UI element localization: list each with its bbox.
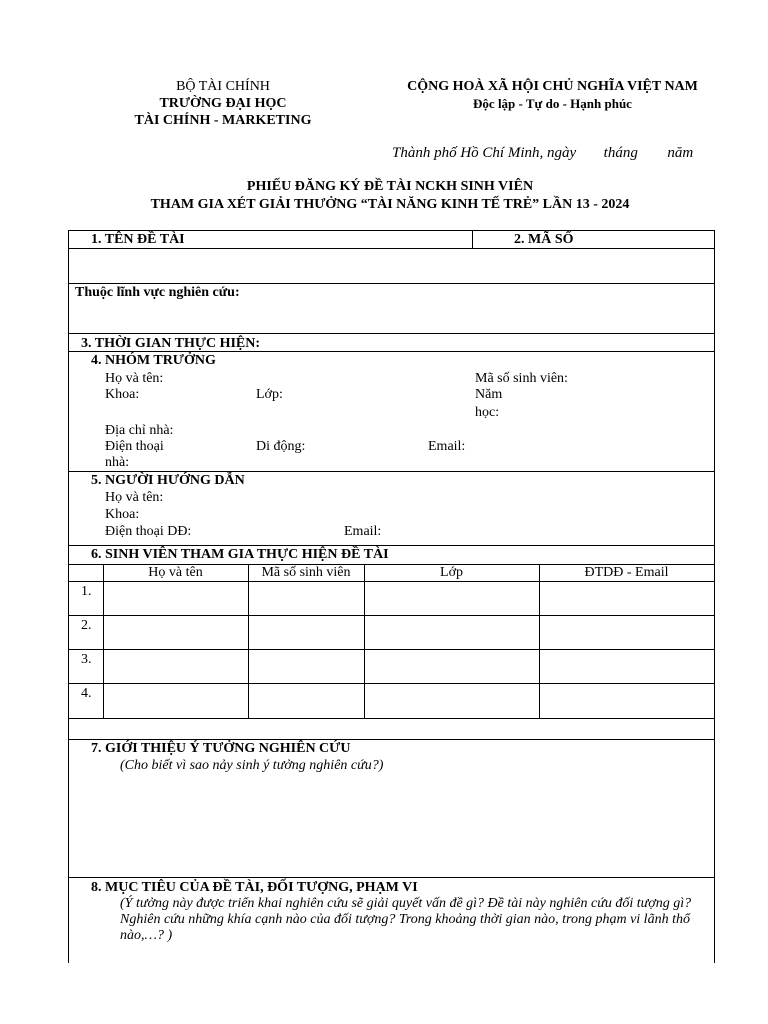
university-name-line2: TÀI CHÍNH - MARKETING bbox=[134, 113, 312, 128]
rule bbox=[69, 739, 714, 740]
rule bbox=[69, 545, 714, 546]
research-field-label: Thuộc lĩnh vực nghiên cứu: bbox=[75, 285, 240, 300]
leader-phone-label-2: nhà: bbox=[105, 455, 130, 470]
leader-student-id-label: Mã số sinh viên: bbox=[475, 371, 568, 386]
form-title-line1: PHIẾU ĐĂNG KÝ ĐỀ TÀI NCKH SINH VIÊN bbox=[246, 179, 534, 194]
col-header-contact: ĐTDĐ - Email bbox=[584, 565, 669, 580]
rule bbox=[69, 471, 714, 472]
section-objectives: 8. MỤC TIÊU CỦA ĐỀ TÀI, ĐỐI TƯỢNG, PHẠM VI bbox=[91, 880, 418, 895]
supervisor-faculty-label: Khoa: bbox=[105, 507, 140, 522]
supervisor-phone-label: Điện thoại DĐ: bbox=[105, 524, 192, 539]
section-topic-name: 1. TÊN ĐỀ TÀI bbox=[91, 232, 185, 247]
rule bbox=[69, 283, 714, 284]
leader-name-label: Họ và tên: bbox=[105, 371, 164, 386]
leader-phone-label-1: Điện thoại bbox=[105, 439, 164, 454]
national-motto: Độc lập - Tự do - Hạnh phúc bbox=[473, 96, 632, 111]
section-code: 2. MÃ SỐ bbox=[514, 232, 574, 247]
row-number-3: 3. bbox=[81, 652, 92, 667]
leader-class-label: Lớp: bbox=[256, 387, 283, 402]
objectives-note: (Ý tưởng này được triển khai nghiên cứu sẽ giải quyết vấn đề gì? Đề tài này nghiên cứu đối tượng gì? Nghiên cứu những khía cạnh nào của đối tượng? Trong khoảng thời gian nào, trong phạm vi lãnh thổ nào,…? ) bbox=[120, 896, 692, 943]
rule bbox=[69, 683, 714, 684]
section-team-leader: 4. NHÓM TRƯỞNG bbox=[91, 353, 216, 368]
supervisor-name-label: Họ và tên: bbox=[105, 490, 164, 505]
supervisor-email-label: Email: bbox=[344, 524, 382, 539]
section-duration: 3. THỜI GIAN THỰC HIỆN: bbox=[81, 336, 261, 351]
section-research-idea: 7. GIỚI THIỆU Ý TƯỞNG NGHIÊN CỨU bbox=[91, 741, 351, 756]
col-line bbox=[539, 564, 540, 718]
leader-mobile-label: Di động: bbox=[256, 439, 306, 454]
rule bbox=[69, 248, 714, 249]
col-header-student-id: Mã số sinh viên bbox=[261, 565, 351, 580]
university-name-line1: TRƯỜNG ĐẠI HỌC bbox=[159, 96, 287, 111]
leader-address-label: Địa chỉ nhà: bbox=[105, 423, 174, 438]
rule bbox=[69, 649, 714, 650]
rule bbox=[69, 351, 714, 352]
research-idea-note: (Cho biết vì sao nảy sinh ý tưởng nghiên cứu?) bbox=[120, 758, 384, 773]
col-line bbox=[103, 564, 104, 718]
col-line bbox=[248, 564, 249, 718]
row-number-2: 2. bbox=[81, 618, 92, 633]
date-month: tháng bbox=[603, 145, 638, 161]
rule bbox=[69, 581, 714, 582]
registration-form bbox=[68, 230, 715, 963]
leader-year-label-1: Năm bbox=[475, 387, 503, 402]
col-header-class: Lớp bbox=[440, 565, 463, 580]
form-title-line2: THAM GIA XÉT GIẢI THƯỞNG “TÀI NĂNG KINH TẾ TRẺ” LẦN 13 - 2024 bbox=[150, 197, 630, 212]
rule bbox=[69, 615, 714, 616]
col-header-name: Họ và tên bbox=[148, 565, 203, 580]
divider-code bbox=[472, 231, 473, 248]
form-title bbox=[60, 178, 720, 214]
row-number-1: 1. bbox=[81, 584, 92, 599]
country-name: CỘNG HOÀ XÃ HỘI CHỦ NGHĨA VIỆT NAM bbox=[407, 79, 698, 94]
col-line bbox=[364, 564, 365, 718]
section-supervisor: 5. NGƯỜI HƯỚNG DẪN bbox=[91, 473, 245, 488]
date-city: Thành phố Hồ Chí Minh, ngày bbox=[392, 145, 577, 161]
ministry-name: BỘ TÀI CHÍNH bbox=[176, 79, 270, 94]
date-line bbox=[392, 145, 693, 162]
leader-faculty-label: Khoa: bbox=[105, 387, 140, 402]
section-participants: 6. SINH VIÊN THAM GIA THỰC HIỆN ĐỀ TÀI bbox=[91, 547, 389, 562]
rule bbox=[69, 877, 714, 878]
leader-year-label-2: học: bbox=[475, 405, 500, 420]
leader-email-label: Email: bbox=[428, 439, 466, 454]
rule bbox=[69, 333, 714, 334]
rule bbox=[69, 718, 714, 719]
issuer-block bbox=[118, 78, 328, 129]
national-heading bbox=[385, 78, 720, 112]
row-number-4: 4. bbox=[81, 686, 92, 701]
date-year: năm bbox=[667, 145, 694, 161]
